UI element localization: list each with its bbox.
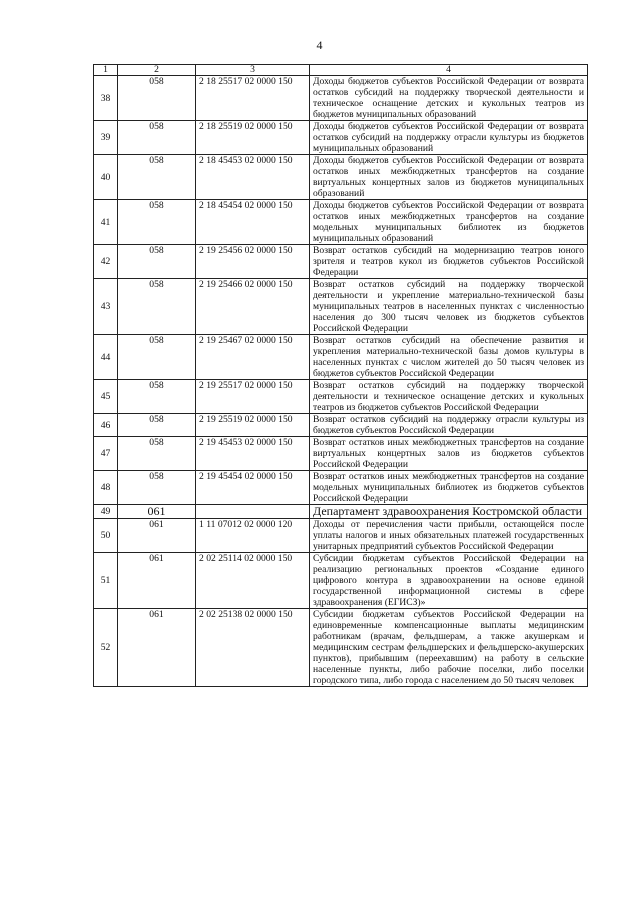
revenue-code: 2 19 25467 02 0000 150 bbox=[196, 335, 310, 380]
row-number: 52 bbox=[94, 609, 118, 687]
row-number: 49 bbox=[94, 505, 118, 519]
administrator-code: 058 bbox=[118, 471, 196, 505]
administrator-code: 058 bbox=[118, 200, 196, 245]
revenue-code: 2 18 25519 02 0000 150 bbox=[196, 121, 310, 155]
revenue-description: Доходы бюджетов субъектов Российской Федерации от возврата остатков иных межбюджетных трансфертов на создание виртуальных концертных залов из бюджетов муниципальных образований bbox=[310, 155, 588, 200]
row-number: 48 bbox=[94, 471, 118, 505]
revenue-code: 2 18 25517 02 0000 150 bbox=[196, 76, 310, 121]
revenue-description: Возврат остатков иных межбюджетных трансфертов на создание виртуальных концертных залов из бюджетов субъектов Российской Федерации bbox=[310, 437, 588, 471]
revenue-description: Возврат остатков субсидий на обеспечение развития и укрепления материально-технической базы домов культуры в населенных пунктах с числом жителей до 50 тысяч человек из бюджетов субъектов Российской Федерации bbox=[310, 335, 588, 380]
row-number: 47 bbox=[94, 437, 118, 471]
revenue-description: Департамент здравоохранения Костромской области bbox=[310, 505, 588, 519]
table-row bbox=[94, 519, 588, 553]
column-header-1: 1 bbox=[94, 65, 118, 76]
row-number: 44 bbox=[94, 335, 118, 380]
revenue-code bbox=[196, 505, 310, 519]
table-row bbox=[94, 380, 588, 414]
revenue-description: Доходы бюджетов субъектов Российской Федерации от возврата остатков иных межбюджетных трансфертов на создание модельных муниципальных библиотек из бюджетов муниципальных образований bbox=[310, 200, 588, 245]
administrator-code: 058 bbox=[118, 279, 196, 335]
revenue-code: 2 19 25466 02 0000 150 bbox=[196, 279, 310, 335]
table-row bbox=[94, 414, 588, 437]
administrator-code: 058 bbox=[118, 437, 196, 471]
revenue-code: 2 02 25138 02 0000 150 bbox=[196, 609, 310, 687]
administrator-code: 058 bbox=[118, 155, 196, 200]
page-number: 4 bbox=[316, 38, 323, 52]
table-row bbox=[94, 155, 588, 200]
table-row bbox=[94, 121, 588, 155]
table-row bbox=[94, 200, 588, 245]
revenue-code: 2 19 25456 02 0000 150 bbox=[196, 245, 310, 279]
row-number: 45 bbox=[94, 380, 118, 414]
row-number: 42 bbox=[94, 245, 118, 279]
row-number: 40 bbox=[94, 155, 118, 200]
revenue-description: Возврат остатков иных межбюджетных трансфертов на создание модельных муниципальных библиотек из бюджетов субъектов Российской Федерации bbox=[310, 471, 588, 505]
revenue-description: Субсидии бюджетам субъектов Российской Федерации на реализацию региональных проектов «Создание единого цифрового контура в здравоохранении на основе единой государственной информационной системы в сфере здравоохранения (ЕГИСЗ)» bbox=[310, 553, 588, 609]
revenue-code: 2 19 25517 02 0000 150 bbox=[196, 380, 310, 414]
revenue-description: Доходы от перечисления части прибыли, остающейся после уплаты налогов и иных обязательных платежей государственных унитарных предприятий субъектов Российской Федерации bbox=[310, 519, 588, 553]
administrator-code: 058 bbox=[118, 121, 196, 155]
table-row bbox=[94, 335, 588, 380]
table-row bbox=[94, 76, 588, 121]
table-row bbox=[94, 279, 588, 335]
revenue-code: 2 02 25114 02 0000 150 bbox=[196, 553, 310, 609]
revenue-description: Возврат остатков субсидий на поддержку отрасли культуры из бюджетов субъектов Российской Федерации bbox=[310, 414, 588, 437]
administrator-code: 058 bbox=[118, 335, 196, 380]
administrator-code: 058 bbox=[118, 76, 196, 121]
table-row bbox=[94, 437, 588, 471]
administrator-code: 061 bbox=[118, 505, 196, 519]
table-row bbox=[94, 245, 588, 279]
revenue-description: Возврат остатков субсидий на поддержку творческой деятельности и техническое оснащение детских и кукольных театров из бюджетов субъектов Российской Федерации bbox=[310, 380, 588, 414]
table-row bbox=[94, 471, 588, 505]
administrator-code: 058 bbox=[118, 414, 196, 437]
revenue-description: Возврат остатков субсидий на поддержку творческой деятельности и укрепление материально-технической базы муниципальных театров в населенных пунктах с численностью населения до 300 тысяч человек из бюджетов субъектов Российской Федерации bbox=[310, 279, 588, 335]
revenue-code: 2 19 45454 02 0000 150 bbox=[196, 471, 310, 505]
revenue-description: Доходы бюджетов субъектов Российской Федерации от возврата остатков субсидий на поддержку творческой деятельности и техническое оснащение детских и кукольных театров из бюджетов муниципальных образований bbox=[310, 76, 588, 121]
revenue-description: Возврат остатков субсидий на модернизацию театров юного зрителя и театров кукол из бюджетов субъектов Российской Федерации bbox=[310, 245, 588, 279]
administrator-code: 058 bbox=[118, 245, 196, 279]
row-number: 39 bbox=[94, 121, 118, 155]
row-number: 50 bbox=[94, 519, 118, 553]
administrator-code: 061 bbox=[118, 609, 196, 687]
revenue-code: 2 19 25519 02 0000 150 bbox=[196, 414, 310, 437]
revenue-code: 2 19 45453 02 0000 150 bbox=[196, 437, 310, 471]
column-header-3: 3 bbox=[196, 65, 310, 76]
administrator-code: 061 bbox=[118, 553, 196, 609]
revenue-code: 1 11 07012 02 0000 120 bbox=[196, 519, 310, 553]
row-number: 46 bbox=[94, 414, 118, 437]
revenue-description: Субсидии бюджетам субъектов Российской Федерации на единовременные компенсационные выплаты медицинским работникам (врачам, фельдшерам, а также акушеркам и медицинским сестрам фельдшерских и фельдшерско-акушерских пунктов), прибывшим (переехавшим) на работу в сельские населенные пункты, либо рабочие поселки, либо поселки городского типа, либо города с населением до 50 тысяч человек bbox=[310, 609, 588, 687]
table-row bbox=[94, 609, 588, 687]
column-header-2: 2 bbox=[118, 65, 196, 76]
administrator-code: 058 bbox=[118, 380, 196, 414]
column-header-4: 4 bbox=[310, 65, 588, 76]
row-number: 38 bbox=[94, 76, 118, 121]
row-number: 41 bbox=[94, 200, 118, 245]
row-number: 51 bbox=[94, 553, 118, 609]
administrator-code: 061 bbox=[118, 519, 196, 553]
revenue-code: 2 18 45454 02 0000 150 bbox=[196, 200, 310, 245]
row-number: 43 bbox=[94, 279, 118, 335]
revenue-codes-table bbox=[93, 64, 588, 687]
table-row bbox=[94, 505, 588, 519]
table-header-row bbox=[94, 65, 588, 76]
revenue-description: Доходы бюджетов субъектов Российской Федерации от возврата остатков субсидий на поддержку отрасли культуры из бюджетов муниципальных образований bbox=[310, 121, 588, 155]
table-row bbox=[94, 553, 588, 609]
revenue-code: 2 18 45453 02 0000 150 bbox=[196, 155, 310, 200]
